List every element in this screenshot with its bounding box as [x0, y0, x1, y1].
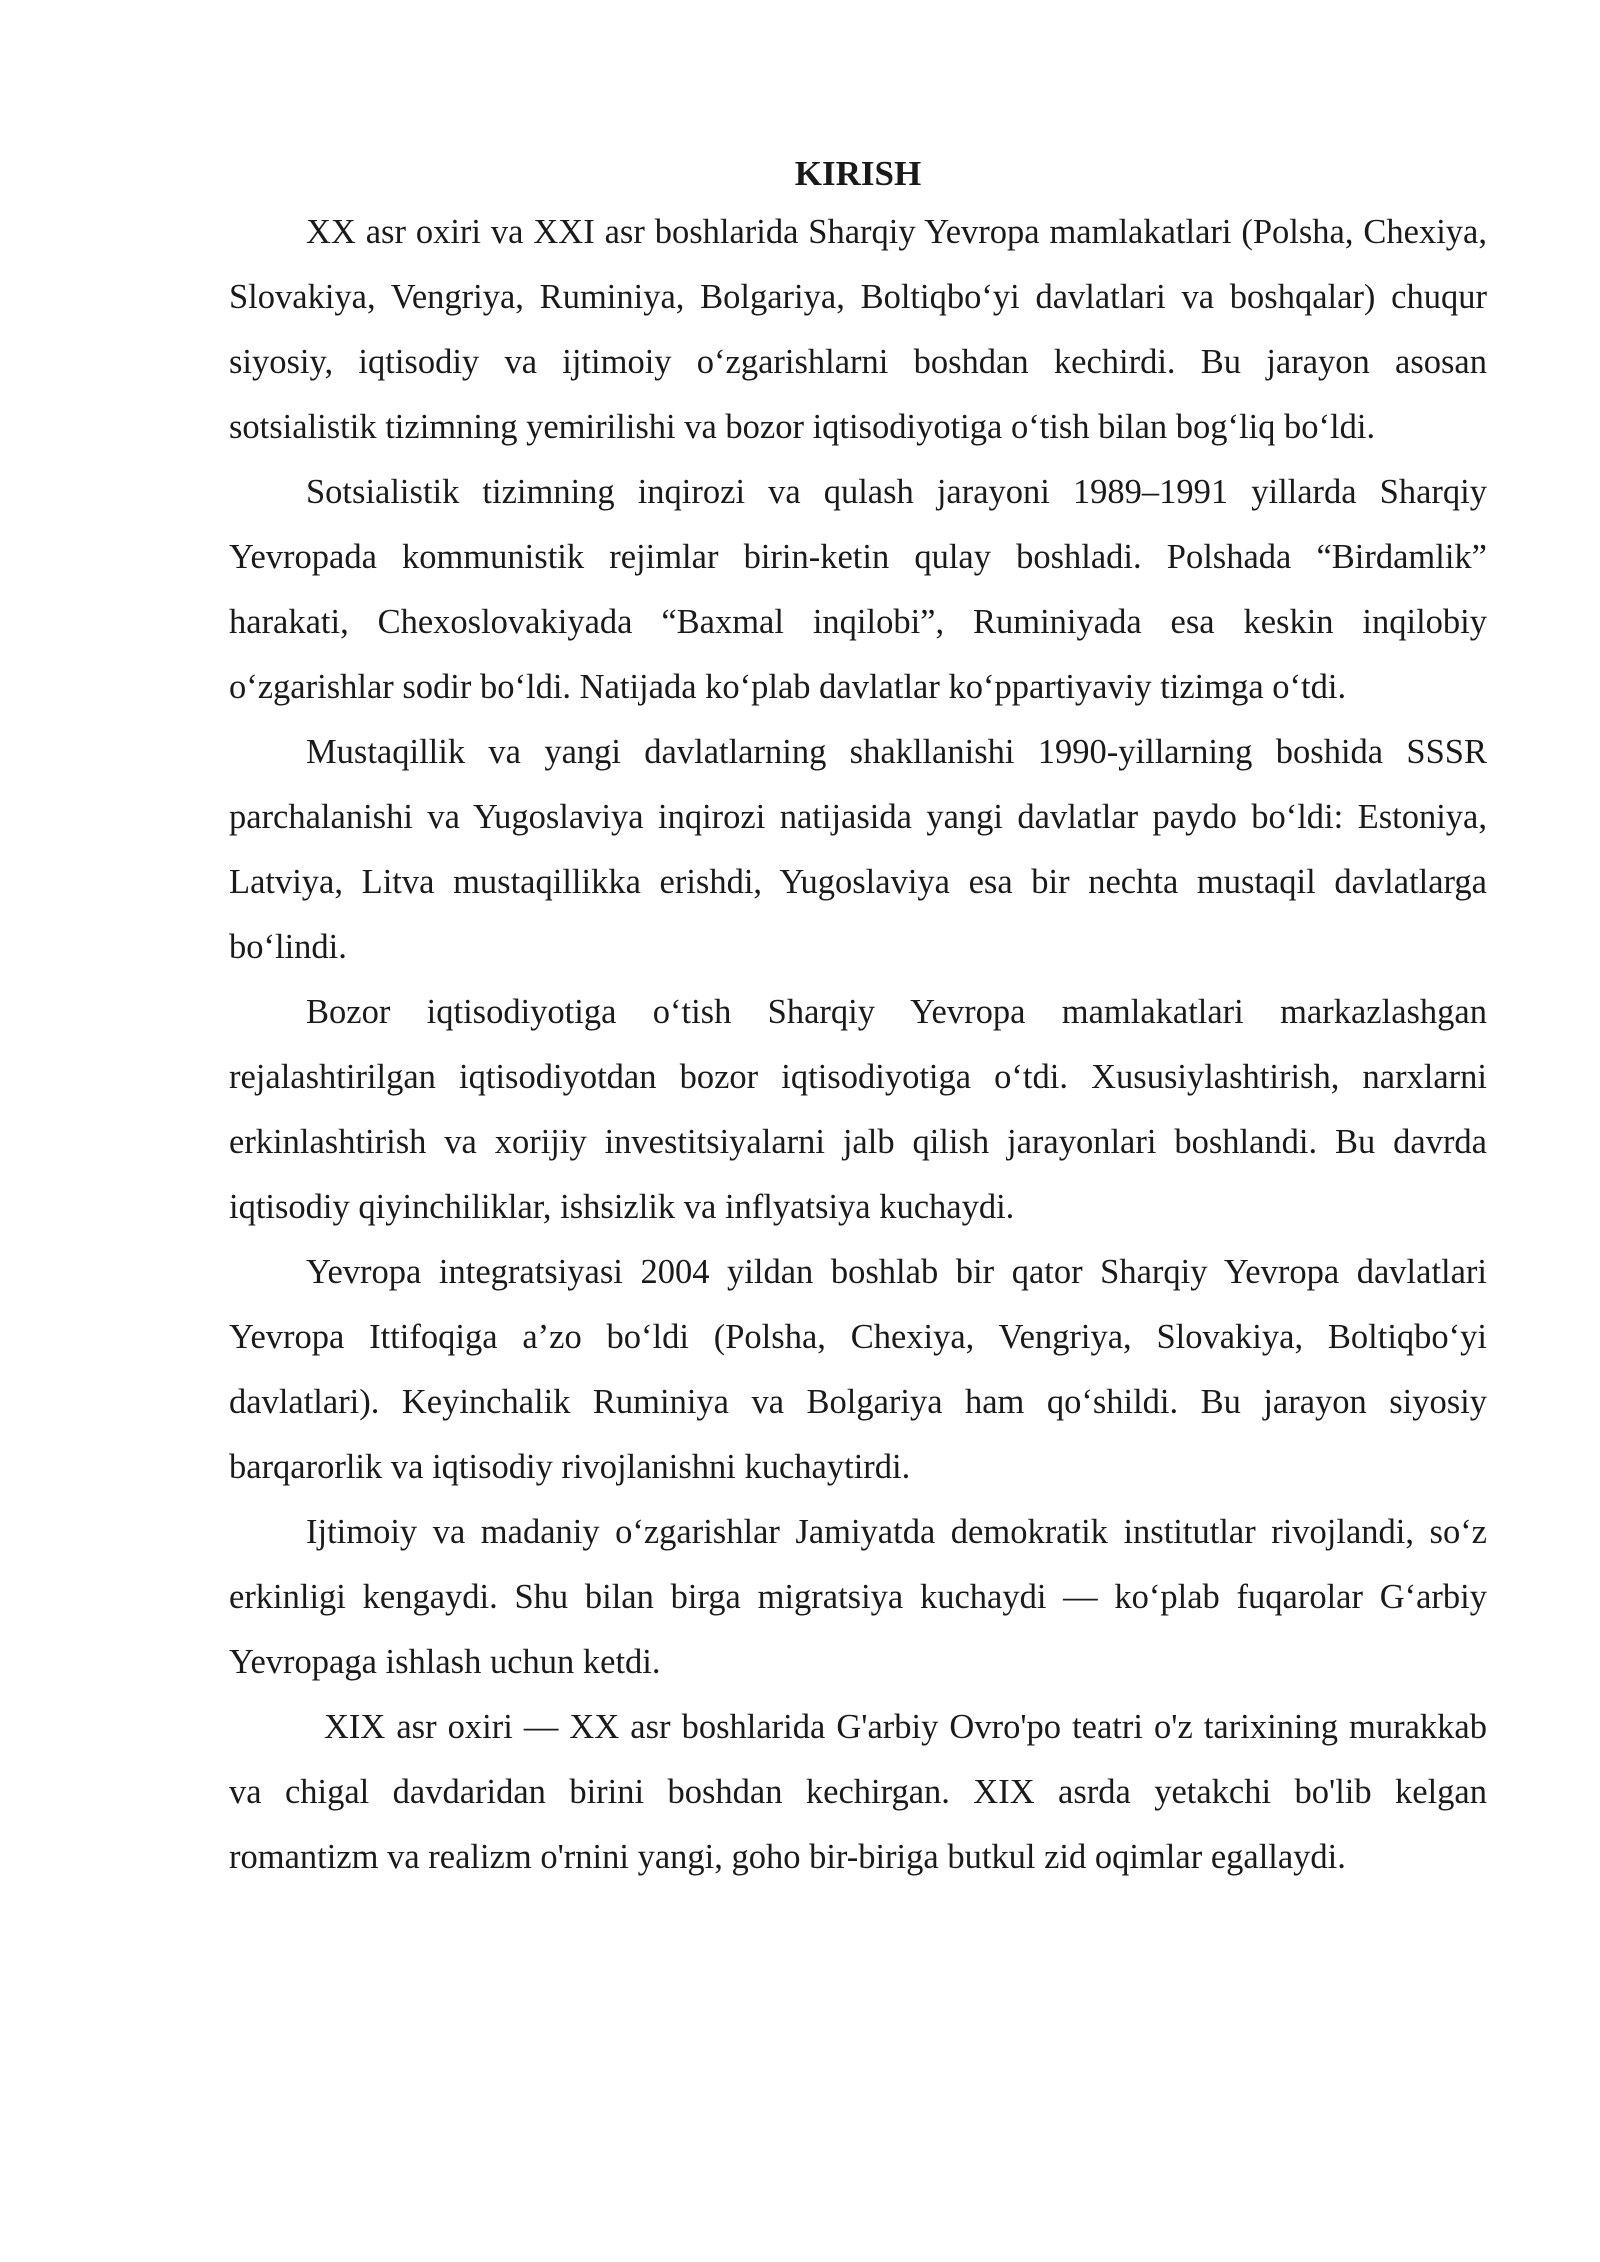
document-heading: KIRISH — [794, 154, 922, 193]
paragraph-european-integration: Yevropa integratsiyasi 2004 yildan boshlab bir qator Sharqiy Yevropa davlatlari Yevropa Ittifoqiga a’zo bo‘ldi (Polsha, Chexiya, Vengriya, Slovakiya, Boltiqbo‘yi davlatlari). Keyinchalik Ruminiya va Bolgariya ham qo‘shildi. Bu jarayon siyosiy barqarorlik va iqtisodiy rivojlanishni kuchaytirdi. — [229, 1253, 1487, 1486]
paragraph-market-economy: Bozor iqtisodiyotiga o‘tish Sharqiy Yevropa mamlakatlari markazlashgan rejalashtirilgan iqtisodiyotdan bozor iqtisodiyotiga o‘tdi. Xususiylashtirish, narxlarni erkinlashtirish va xorijiy investitsiyalarni jalb qilish jarayonlari boshlandi. Bu davrda iqtisodiy qiyinchiliklar, ishsizlik va inflyatsiya kuchaydi. — [229, 993, 1487, 1226]
document-page — [229, 148, 1487, 1890]
paragraph-social-cultural: Ijtimoiy va madaniy o‘zgarishlar Jamiyatda demokratik institutlar rivojlandi, so‘z erkinligi kengaydi. Shu bilan birga migratsiya kuchaydi — ko‘plab fuqarolar G‘arbiy Yevropaga ishlash uchun ketdi. — [229, 1513, 1487, 1681]
paragraph-theatre: XIX asr oxiri — XX asr boshlarida G'arbiy Ovro'po teatri o'z tarixining murakkab va chigal davdaridan birini boshdan kechirgan. XIX asrda yetakchi bo'lib kelgan romantizm va realizm o'rnini yangi, goho bir-biriga butkul zid oqimlar egallaydi. — [229, 1708, 1487, 1876]
paragraph-intro: XX asr oxiri va XXI asr boshlarida Sharqiy Yevropa mamlakatlari (Polsha, Chexiya, Slovakiya, Vengriya, Ruminiya, Bolgariya, Boltiqbo‘yi davlatlari va boshqalar) chuqur siyosiy, iqtisodiy va ijtimoiy o‘zgarishlarni boshdan kechirdi. Bu jarayon asosan sotsialistik tizimning yemirilishi va bozor iqtisodiyotiga o‘tish bilan bog‘liq bo‘ldi. — [229, 213, 1487, 446]
paragraph-independence: Mustaqillik va yangi davlatlarning shakllanishi 1990-yillarning boshida SSSR parchalanishi va Yugoslaviya inqirozi natijasida yangi davlatlar paydo bo‘ldi: Estoniya, Latviya, Litva mustaqillikka erishdi, Yugoslaviya esa bir nechta mustaqil davlatlarga bo‘lindi. — [229, 733, 1487, 966]
paragraph-socialist-collapse: Sotsialistik tizimning inqirozi va qulash jarayoni 1989–1991 yillarda Sharqiy Yevropada kommunistik rejimlar birin-ketin qulay boshladi. Polshada “Birdamlik” harakati, Chexoslovakiyada “Baxmal inqilobi”, Ruminiyada esa keskin inqilobiy o‘zgarishlar sodir bo‘ldi. Natijada ko‘plab davlatlar ko‘ppartiyaviy tizimga o‘tdi. — [229, 473, 1487, 706]
